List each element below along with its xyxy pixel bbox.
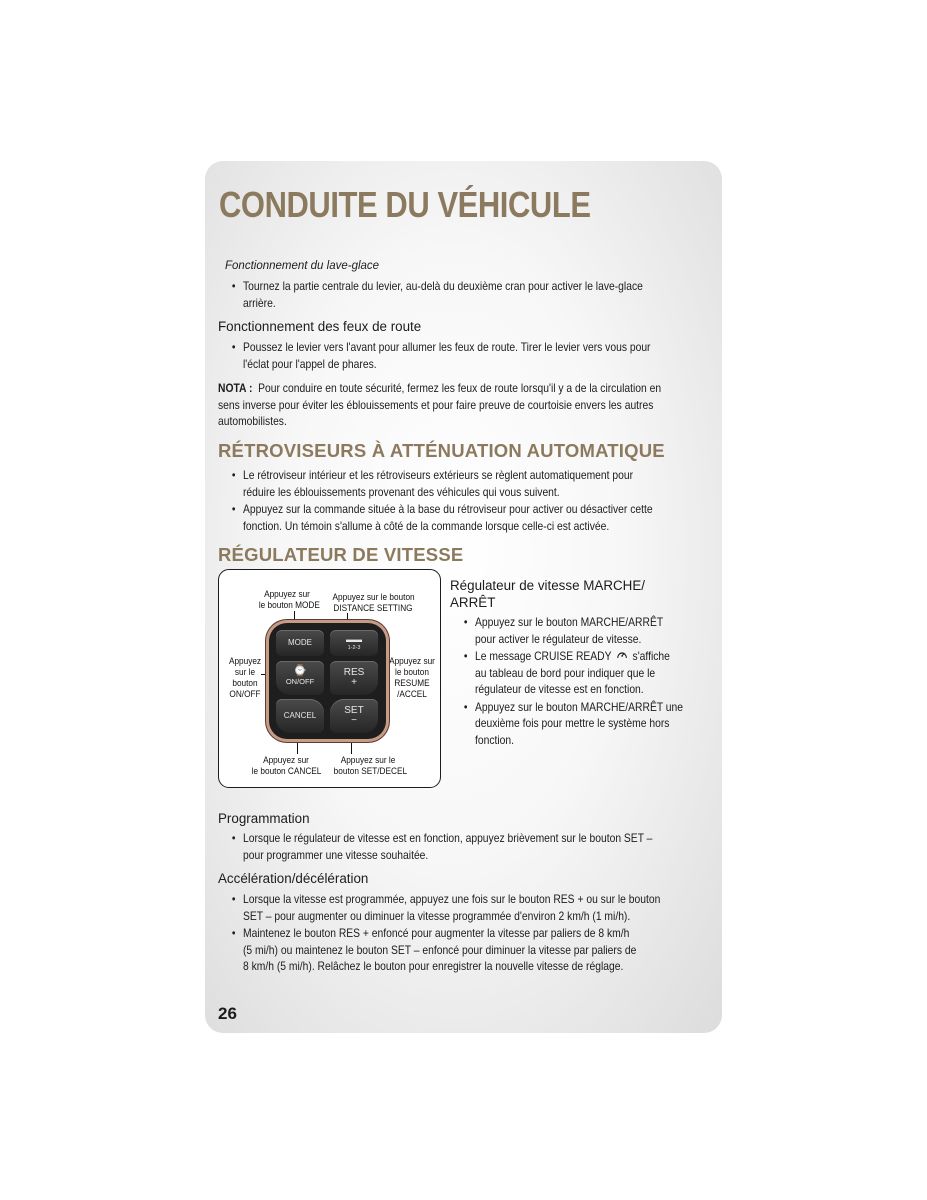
text-line: Maintenez le bouton RES + enfoncé pour augmenter la vitesse par paliers de 8 km/h	[243, 926, 630, 940]
list-item: • Le rétroviseur intérieur et les rétroviseurs extérieurs se règlent automatiquement pour réduire les éblouissements provenant des véhicules qui vous suivent.	[243, 467, 699, 500]
text-line: régulateur de vitesse est en fonction.	[475, 682, 644, 696]
cruise-control-figure	[218, 569, 441, 788]
plus-icon: +	[351, 677, 357, 688]
text-line: pour activer le régulateur de vitesse.	[475, 631, 642, 646]
list-item: • Lorsque la vitesse est programmée, appuyez une fois sur le bouton RES + ou sur le bouton SET – pour augmenter ou diminuer la vitesse programmée d'environ 2 km/h (1 mi/h).	[243, 891, 699, 924]
washer-heading: Fonctionnement du lave-glace	[225, 260, 380, 272]
text-line: sens inverse pour éviter les éblouissements et pour faire preuve de courtoisie envers les autres	[218, 397, 654, 412]
text-line: bouton	[232, 677, 258, 688]
list-item: • Le message CRUISE READY s'affiche au tableau de bord pour indiquer que le régulateur de vitesse est en fonction.	[475, 648, 707, 698]
text-line: pour programmer une vitesse souhaitée.	[243, 847, 429, 862]
text-line: deuxième fois pour mettre le système hors	[475, 716, 670, 730]
text-line: le bouton	[395, 666, 429, 677]
list-item: • Maintenez le bouton RES + enfoncé pour augmenter la vitesse par paliers de 8 km/h (5 mi/h) ou maintenez le bouton SET – enfoncé pour diminuer la vitesse par paliers de 8 km/h (5 mi/h). Relâchez le bouton pour enregistrer la nouvelle vitesse de réglage.	[243, 925, 699, 975]
text-line: DISTANCE SETTING	[333, 602, 413, 613]
list-item: • Poussez le levier vers l'avant pour allumer les feux de route. Tirer le levier vers vous pour l'éclat pour l'appel de phares.	[243, 339, 690, 372]
cruise-onoff-list	[463, 614, 707, 749]
text-line: Appuyez sur le bouton	[332, 591, 415, 602]
list-item: • Appuyez sur le bouton MARCHE/ARRÊT une deuxième fois pour mettre le système hors fonction.	[475, 699, 707, 749]
text-line: Appuyez sur le bouton MARCHE/ARRÊT	[475, 615, 664, 629]
distance-button-label: 1-2-3	[347, 645, 361, 651]
text-line: Poussez le levier vers l'avant pour allumer les feux de route. Tirer le levier vers vous pour	[243, 340, 651, 354]
label-set	[333, 754, 408, 776]
programming-heading: Programmation	[218, 811, 310, 826]
text-line: sur le	[234, 666, 256, 677]
cruise-indicator-icon	[616, 649, 628, 661]
text-line: Appuyez sur	[264, 588, 310, 599]
washer-section	[231, 278, 690, 312]
on-off-label: ON/OFF	[285, 677, 315, 686]
text-line: réduire les éblouissements provenant des véhicules qui vous suivent.	[243, 484, 560, 499]
text-line: Le rétroviseur intérieur et les rétroviseurs extérieurs se règlent automatiquement pour	[243, 468, 634, 482]
text-line: SET – pour augmenter ou diminuer la vitesse programmée d'environ 2 km/h (1 mi/h).	[243, 908, 631, 923]
cancel-label: CANCEL	[283, 711, 317, 720]
text-line: RESUME	[394, 677, 430, 688]
list-item: • Lorsque le régulateur de vitesse est en fonction, appuyez brièvement sur le bouton SET – pour programmer une vitesse souhaitée.	[243, 830, 699, 863]
label-resume	[387, 655, 436, 699]
accel-heading: Accélération/décélération	[218, 871, 369, 886]
page-number: 26	[218, 1004, 237, 1023]
list-item: • Appuyez sur le bouton MARCHE/ARRÊT pour activer le régulateur de vitesse.	[475, 614, 707, 647]
text-line: Appuyez sur la commande située à la base du rétroviseur pour activer ou désactiver cette	[243, 502, 653, 516]
text-line: Appuyez sur	[389, 655, 435, 666]
high-beams-heading: Fonctionnement des feux de route	[218, 319, 422, 334]
text-span: s'affiche	[632, 649, 670, 663]
text-line: Lorsque la vitesse est programmée, appuyez une fois sur le bouton RES + ou sur le bouton	[243, 892, 661, 906]
text-line: arrière.	[243, 295, 276, 310]
cancel-button[interactable]	[276, 699, 324, 733]
distance-setting-button[interactable]	[330, 630, 378, 656]
text-line: l'éclat pour l'appel de phares.	[243, 356, 377, 371]
note-label: NOTA :	[218, 381, 253, 395]
text-line: le bouton MODE	[258, 599, 320, 610]
programming-section	[231, 830, 699, 864]
text-line: (5 mi/h) ou maintenez le bouton SET – enfoncé pour diminuer la vitesse par paliers de	[243, 942, 637, 957]
res-accel-button[interactable]	[330, 661, 378, 695]
text-line: Appuyez sur le	[340, 754, 396, 765]
mirrors-heading: RÉTROVISEURS À ATTÉNUATION AUTOMATIQUE	[218, 440, 665, 461]
cruise-heading: RÉGULATEUR DE VITESSE	[218, 544, 464, 565]
text-line: /ACCEL	[397, 688, 427, 699]
text-line: fonction.	[475, 732, 515, 747]
text-line: le bouton CANCEL	[251, 765, 322, 776]
minus-icon: −	[351, 715, 357, 726]
on-off-button[interactable]	[276, 661, 324, 695]
control-panel	[269, 623, 386, 739]
text-line: Pour conduire en toute sécurité, fermez les feux de route lorsqu'il y a de la circulation en	[258, 381, 662, 395]
text-line	[218, 380, 691, 397]
label-distance	[333, 591, 414, 613]
cruise-onoff-heading	[450, 577, 645, 611]
list-item: • Appuyez sur la commande située à la base du rétroviseur pour activer ou désactiver cette fonction. Un témoin s'allume à côté de la commande lorsque celle-ci est activée.	[243, 501, 699, 534]
mode-button-label: MODE	[288, 638, 312, 647]
label-onoff	[227, 655, 264, 699]
text-line: Appuyez	[228, 655, 262, 666]
text-line: fonction. Un témoin s'allume à côté de la commande lorsque celle-ci est activée.	[243, 518, 610, 533]
list-item: • Tournez la partie centrale du levier, au-delà du deuxième cran pour activer le lave-glace arrière.	[243, 278, 690, 311]
text-line: Tournez la partie centrale du levier, au-delà du deuxième cran pour activer le lave-glace	[243, 279, 643, 293]
text-line: Régulateur de vitesse MARCHE/	[450, 578, 645, 593]
text-line: 8 km/h (5 mi/h). Relâchez le bouton pour enregistrer la nouvelle vitesse de réglage.	[243, 959, 624, 973]
text-span: Le message CRUISE READY	[475, 649, 612, 663]
accel-section	[231, 891, 699, 976]
set-decel-button[interactable]	[330, 699, 378, 733]
text-line: Appuyez sur le bouton MARCHE/ARRÊT une	[475, 699, 684, 714]
set-label: SET	[344, 705, 364, 716]
text-line	[475, 648, 707, 665]
res-label: RES	[343, 667, 365, 678]
high-beams-section	[231, 339, 690, 373]
page-title: CONDUITE DU VÉHICULE	[219, 184, 591, 225]
text-line: au tableau de bord pour indiquer que le	[475, 665, 656, 680]
mirrors-section	[231, 467, 699, 535]
text-line: Appuyez sur	[263, 754, 309, 765]
text-line: Lorsque le régulateur de vitesse est en fonction, appuyez brièvement sur le bouton SET –	[243, 831, 653, 845]
text-line: ARRÊT	[450, 595, 496, 610]
text-line: ON/OFF	[229, 688, 261, 699]
text-line: automobilistes.	[218, 414, 287, 428]
note-paragraph	[218, 380, 691, 430]
text-line: bouton SET/DECEL	[333, 765, 408, 776]
cruise-speedometer-icon: ⌚	[293, 665, 307, 677]
mode-button[interactable]	[276, 630, 324, 656]
distance-bars-icon: ▬▬	[346, 635, 362, 644]
label-cancel	[252, 754, 321, 776]
label-mode	[258, 588, 320, 610]
